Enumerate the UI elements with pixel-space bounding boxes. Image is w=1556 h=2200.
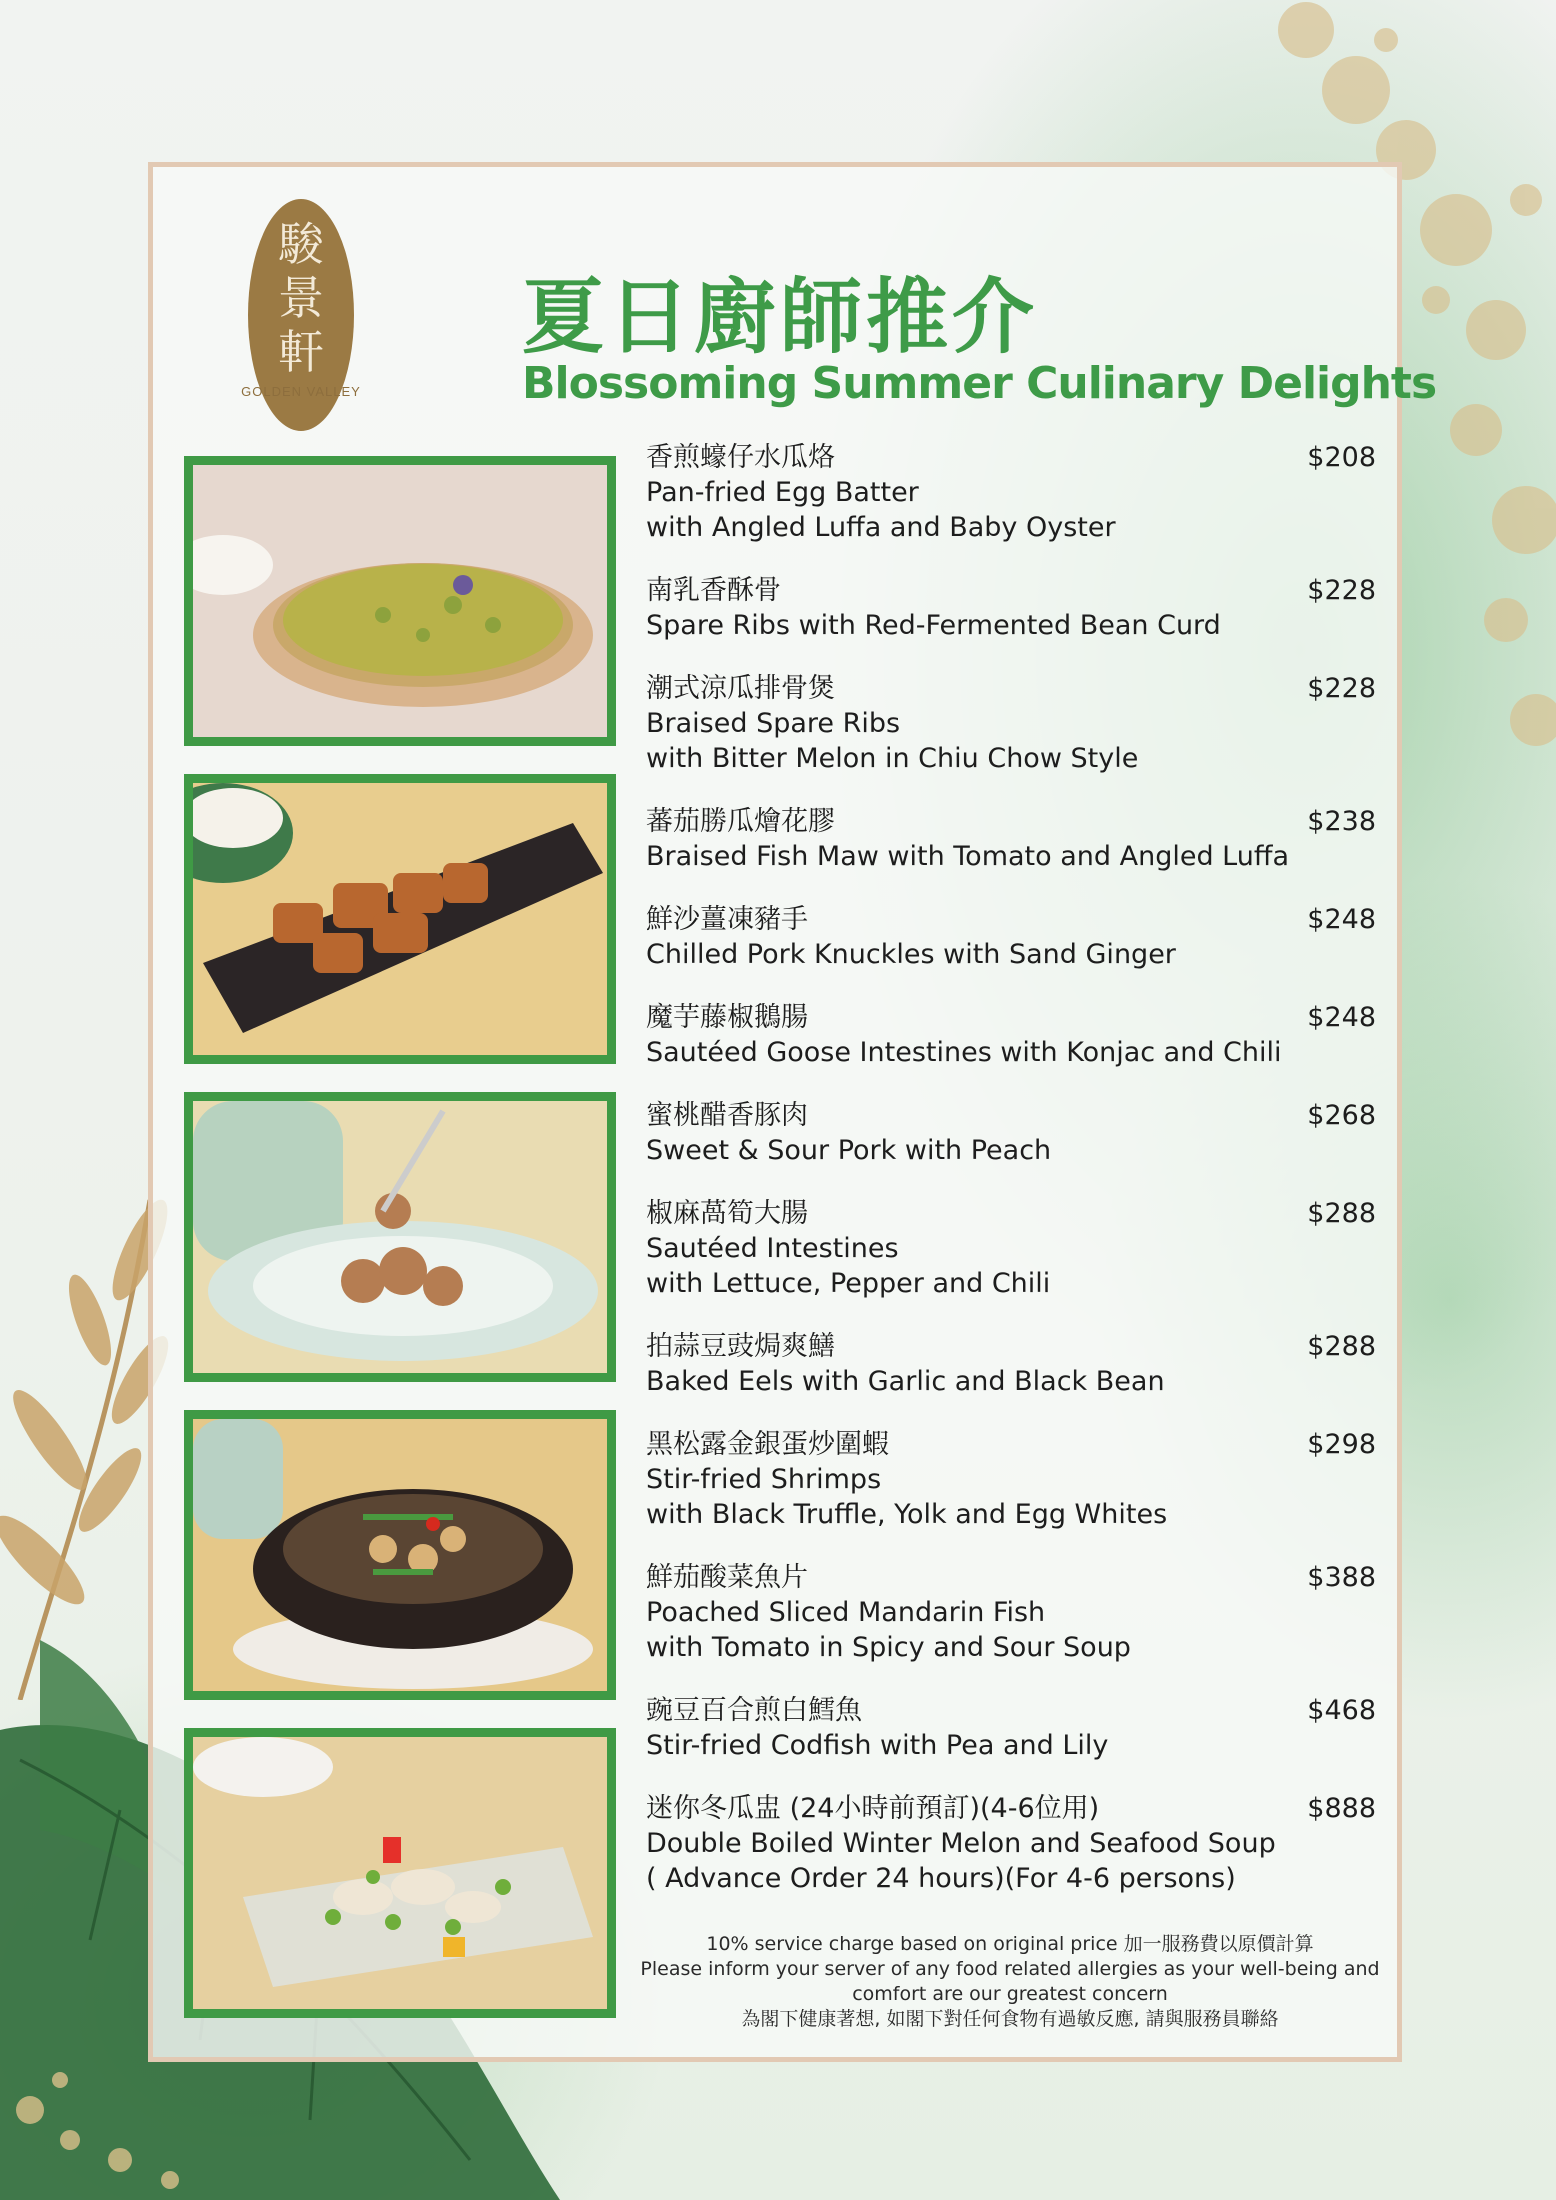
- dish-price: $288: [1307, 1198, 1376, 1229]
- photo-pork-peach: [184, 1092, 616, 1382]
- dish-name-chinese: 鮮沙薑凍豬手: [646, 904, 808, 935]
- menu-item: [646, 1196, 1376, 1301]
- dish-price: $248: [1307, 1002, 1376, 1033]
- dish-name-english: Sweet & Sour Pork with Peach: [646, 1135, 1052, 1166]
- footer-notice: [630, 1932, 1390, 2032]
- svg-text:軒: 軒: [278, 325, 324, 379]
- menu-item: [646, 573, 1376, 643]
- photo-codfish: [184, 1728, 616, 2018]
- dish-name-english: Braised Fish Maw with Tomato and Angled Luffa: [646, 841, 1289, 872]
- dish-name-chinese: 迷你冬瓜盅 (24小時前預訂)(4-6位用): [646, 1793, 1100, 1824]
- logo-wordmark: GOLDEN VALLEY: [241, 384, 361, 399]
- dish-name-chinese: 香煎蠔仔水瓜烙: [646, 442, 835, 473]
- dish-name-english: Stir-fried Shrimps with Black Truffle, Yolk and Egg Whites: [646, 1464, 1168, 1530]
- dish-name-english: Sautéed Goose Intestines with Konjac and Chili: [646, 1037, 1282, 1068]
- dish-price: $208: [1307, 442, 1376, 473]
- dish-name-english: Braised Spare Ribs with Bitter Melon in Chiu Chow Style: [646, 708, 1139, 774]
- dish-name-english: Pan-fried Egg Batter with Angled Luffa and Baby Oyster: [646, 477, 1116, 543]
- dish-price: $288: [1307, 1331, 1376, 1362]
- menu-item: [646, 440, 1376, 545]
- dish-name-english: Spare Ribs with Red-Fermented Bean Curd: [646, 610, 1221, 641]
- dish-name-chinese: 潮式涼瓜排骨煲: [646, 673, 835, 704]
- dish-name-english: Poached Sliced Mandarin Fish with Tomato in Spicy and Sour Soup: [646, 1597, 1131, 1663]
- svg-text:駿: 駿: [278, 217, 324, 271]
- dish-name-chinese: 蜜桃醋香豚肉: [646, 1100, 808, 1131]
- photo-shrimp-claypot: [184, 1410, 616, 1700]
- menu-list: [646, 440, 1376, 1896]
- dish-name-chinese: 豌豆百合煎白鱈魚: [646, 1695, 862, 1726]
- dish-name-chinese: 魔芋藤椒鵝腸: [646, 1002, 808, 1033]
- dish-name-chinese: 拍蒜豆豉焗爽鱔: [646, 1331, 835, 1362]
- dish-price: $228: [1307, 673, 1376, 704]
- menu-item: [646, 1000, 1376, 1070]
- dish-price: $468: [1307, 1695, 1376, 1726]
- menu-item: [646, 1693, 1376, 1763]
- dish-name-english: Chilled Pork Knuckles with Sand Ginger: [646, 939, 1176, 970]
- dish-price: $228: [1307, 575, 1376, 606]
- page-title-chinese: 夏日廚師推介: [522, 270, 1039, 365]
- dish-name-chinese: 南乳香酥骨: [646, 575, 781, 606]
- service-charge-note: 10% service charge based on original price 加一服務費以原價計算: [706, 1933, 1314, 1955]
- menu-item: [646, 1329, 1376, 1399]
- dish-price: $388: [1307, 1562, 1376, 1593]
- dish-price: $298: [1307, 1429, 1376, 1460]
- allergy-note: Please inform your server of any food related allergies as your well-being and: [640, 1958, 1380, 1980]
- menu-item: [646, 1098, 1376, 1168]
- photo-egg-batter-luffa: [184, 456, 616, 746]
- dish-name-chinese: 鮮茄酸菜魚片: [646, 1562, 808, 1593]
- photo-spare-ribs: [184, 774, 616, 1064]
- svg-text:景: 景: [278, 271, 324, 325]
- dish-name-chinese: 蕃茄勝瓜燴花膠: [646, 806, 835, 837]
- menu-item: [646, 1427, 1376, 1532]
- dish-name-english: Double Boiled Winter Melon and Seafood Soup ( Advance Order 24 hours)(For 4-6 persons): [646, 1828, 1276, 1894]
- dish-name-english: Stir-fried Codfish with Pea and Lily: [646, 1730, 1109, 1761]
- allergy-note-chinese: 為閣下健康著想, 如閣下對任何食物有過敏反應, 請與服務員聯絡: [741, 2008, 1279, 2030]
- dish-name-chinese: 椒麻萵筍大腸: [646, 1198, 808, 1229]
- dish-price: $248: [1307, 904, 1376, 935]
- dish-price: $268: [1307, 1100, 1376, 1131]
- menu-item: [646, 671, 1376, 776]
- menu-item: [646, 1791, 1376, 1896]
- dish-name-chinese: 黑松露金銀蛋炒圍蝦: [646, 1429, 889, 1460]
- dish-price: $888: [1307, 1793, 1376, 1824]
- menu-item: [646, 902, 1376, 972]
- menu-item: [646, 1560, 1376, 1665]
- dish-name-english: Baked Eels with Garlic and Black Bean: [646, 1366, 1165, 1397]
- dish-price: $238: [1307, 806, 1376, 837]
- allergy-note-continued: comfort are our greatest concern: [852, 1983, 1168, 2005]
- dish-name-english: Sautéed Intestines with Lettuce, Pepper and Chili: [646, 1233, 1051, 1299]
- menu-item: [646, 804, 1376, 874]
- page-title-english: Blossoming Summer Culinary Delights: [522, 358, 1437, 409]
